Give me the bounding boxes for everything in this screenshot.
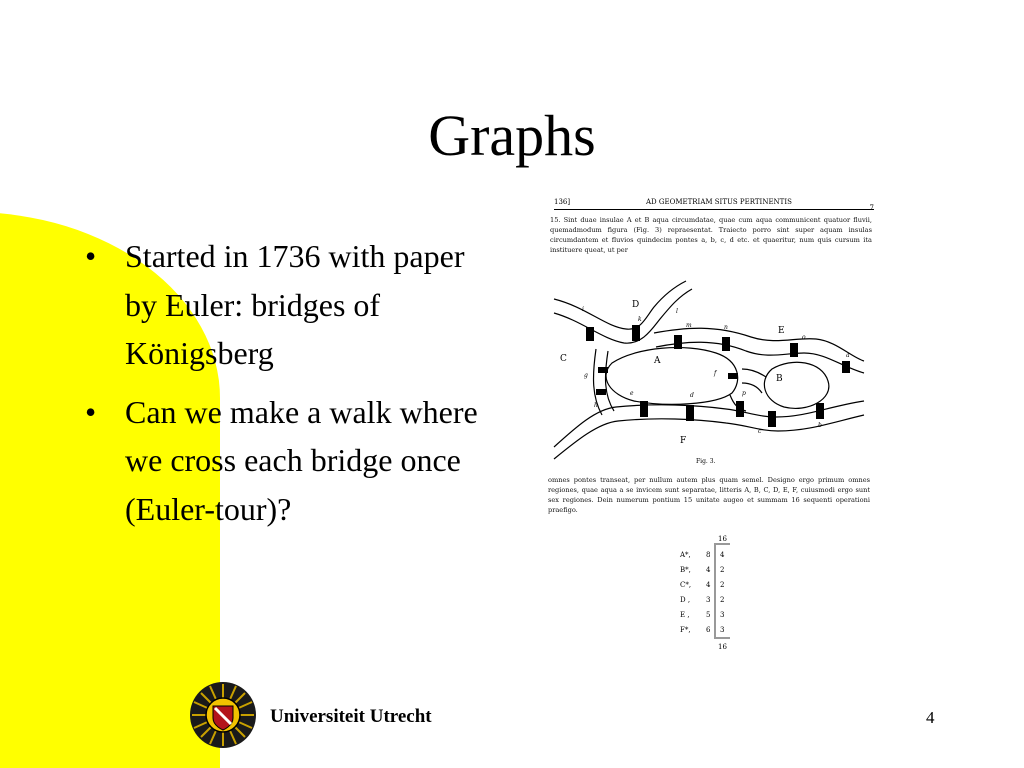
bridge-label: p: [742, 390, 746, 397]
bridge-label: n: [724, 324, 728, 331]
map-label-b: B: [776, 374, 783, 384]
scan-degree-table: [666, 533, 756, 653]
table-region: D ,: [680, 596, 691, 604]
bridge-label: a: [846, 352, 850, 359]
table-count: 4: [706, 566, 711, 574]
scan-header-page: 136]: [554, 198, 571, 206]
table-count: 5: [706, 611, 711, 619]
table-region: A*,: [680, 551, 691, 559]
table-value: 2: [720, 581, 725, 589]
bullet-list: [85, 232, 495, 543]
figure-caption: Fig. 3.: [696, 458, 716, 465]
bridge-label: d: [690, 392, 694, 399]
scan-header-number: 7: [869, 204, 874, 212]
table-value: 3: [720, 611, 725, 619]
scan-paragraph-2: omnes pontes transeat, per nullum autem plus quam semel. Designo ergo primum omnes regiones, quae aqua a se invicem sunt separatae, litteris A, B, C, D, E, F, cuiusmodi ergo sunt sex regiones. Dein numerum pontium 15 unitate augeo et summam 16 sequenti operationi praefigo.: [548, 476, 870, 514]
scan-paragraph-1: 15. Sint duae insulae A et B aqua circumdatae, quae cum aqua communicent quatuor fluvii, quemadmodum figura (Fig. 3) repraesentat. Traiecto porro sint super aquam insulas circumdantem et fluvios quindecim pontes a, b, c, d etc. et quaeritur, num quis cursum ita instituere queat, ut per: [550, 216, 872, 254]
table-value: 3: [720, 626, 725, 634]
map-label-c: C: [560, 354, 567, 364]
bullet-text: Started in 1736 with paper by Euler: bridges of Königsberg: [125, 238, 465, 371]
table-region: C*,: [680, 581, 692, 589]
bridge-label: m: [686, 322, 692, 329]
bridge-label: o: [802, 334, 806, 341]
bridge-label: h: [594, 402, 598, 409]
table-count: 4: [706, 581, 711, 589]
bridge-label: l: [676, 308, 678, 315]
map-label-e: E: [778, 326, 785, 336]
table-count: 6: [706, 626, 711, 634]
bullet-dot-icon: •: [85, 238, 97, 274]
table-region: E ,: [680, 611, 690, 619]
bridge-label: k: [638, 316, 642, 323]
sun-seal-icon: [188, 680, 258, 750]
bridge-label: g: [584, 372, 588, 379]
table-region: B*,: [680, 566, 691, 574]
university-name: Universiteit Utrecht: [270, 706, 432, 727]
scan-header-title: AD GEOMETRIAM SITUS PERTINENTIS: [646, 198, 792, 206]
table-count: 3: [706, 596, 711, 604]
bridge-label: f: [714, 370, 717, 377]
euler-paper-scan: [546, 191, 876, 653]
table-value: 2: [720, 566, 725, 574]
table-bottom-total: 16: [718, 643, 727, 651]
scan-header: [554, 198, 874, 210]
table-value: 4: [720, 551, 725, 559]
table-top-total: 16: [718, 535, 727, 543]
table-region: F*,: [680, 626, 691, 634]
table-count: 8: [706, 551, 711, 559]
bridge-label: c: [758, 428, 762, 435]
bullet-item: [85, 232, 495, 378]
table-value: 2: [720, 596, 725, 604]
bullet-item: [85, 388, 495, 534]
bridge-label: i: [582, 306, 584, 313]
bullet-text: Can we make a walk where we cross each bridge once (Euler-tour)?: [125, 393, 478, 527]
bridge-label: e: [630, 390, 634, 397]
map-label-a: A: [654, 356, 661, 366]
bullet-dot-icon: •: [85, 393, 97, 430]
page-number: 4: [926, 708, 935, 727]
konigsberg-map-figure: [546, 277, 876, 467]
bridge-label: b: [818, 422, 822, 429]
map-label-d: D: [632, 300, 640, 310]
map-label-f: F: [680, 436, 687, 446]
slide-title: Graphs: [428, 103, 596, 168]
